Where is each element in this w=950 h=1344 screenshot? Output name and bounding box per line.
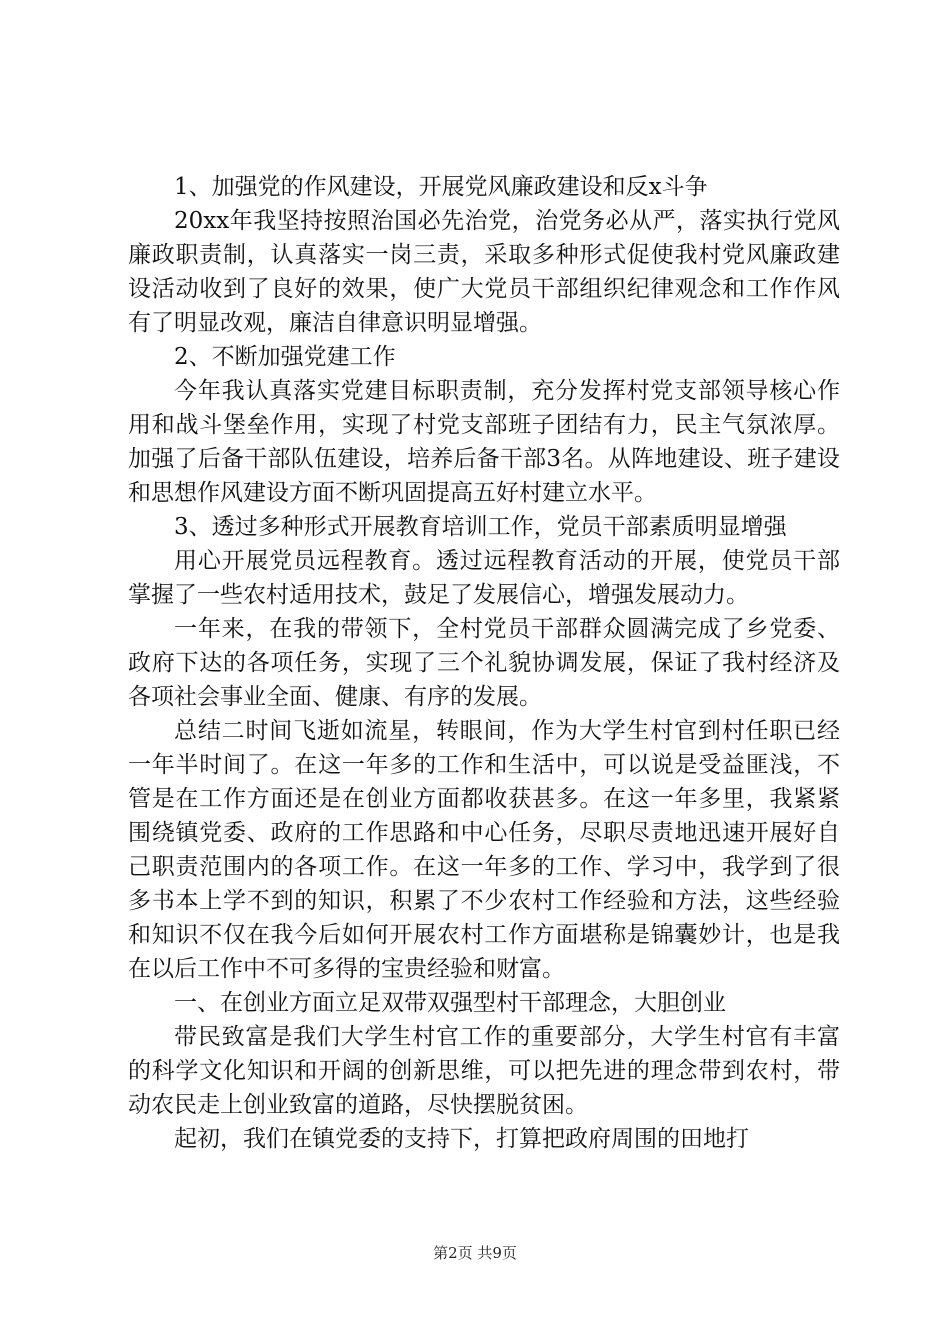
page-number-footer: 第2页 共9页 <box>433 1244 517 1262</box>
paragraph-10: 带民致富是我们大学生村官工作的重要部分，大学生村官有丰富的科学文化知识和开阔的创新思维，可以把先进的理念带到农村，带动农民走上创业致富的道路，尽快摆脱贫困。 <box>128 1024 840 1118</box>
paragraph-6: 用心开展党员远程教育。透过远程教育活动的开展，使党员干部掌握了一些农村适用技术，鼓足了发展信心，增强发展动力。 <box>128 548 840 608</box>
document-body <box>128 170 840 1156</box>
paragraph-7: 一年来，在我的带领下，全村党员干部群众圆满完成了乡党委、政府下达的各项任务，实现了三个礼貌协调发展，保证了我村经济及各项社会事业全面、健康、有序的发展。 <box>128 616 840 710</box>
paragraph-2: 20xx年我坚持按照治国必先治党，治党务必从严，落实执行党风廉政职责制，认真落实一岗三责，采取多种形式促使我村党风廉政建设活动收到了良好的效果，使广大党员干部组织纪律观念和工作作风有了明显改观，廉洁自律意识明显增强。 <box>128 208 840 336</box>
paragraph-5: 3、透过多种形式开展教育培训工作，党员干部素质明显增强 <box>174 514 787 540</box>
paragraph-3: 2、不断加强党建工作 <box>174 344 396 370</box>
paragraph-11: 起初，我们在镇党委的支持下，打算把政府周围的田地打 <box>174 1126 749 1152</box>
paragraph-9: 一、在创业方面立足双带双强型村干部理念，大胆创业 <box>174 990 726 1016</box>
paragraph-1: 1、加强党的作风建设，开展党风廉政建设和反x斗争 <box>174 174 708 200</box>
paragraph-4: 今年我认真落实党建目标职责制，充分发挥村党支部领导核心作用和战斗堡垒作用，实现了村党支部班子团结有力，民主气氛浓厚。加强了后备干部队伍建设，培养后备干部3名。从阵地建设、班子建设和思想作风建设方面不断巩固提高五好村建立水平。 <box>128 378 840 506</box>
paragraph-8: 总结二时间飞逝如流星，转眼间，作为大学生村官到村任职已经一年半时间了。在这一年多的工作和生活中，可以说是受益匪浅，不管是在工作方面还是在创业方面都收获甚多。在这一年多里，我紧紧围绕镇党委、政府的工作思路和中心任务，尽职尽责地迅速开展好自己职责范围内的各项工作。在这一年多的工作、学习中，我学到了很多书本上学不到的知识，积累了不少农村工作经验和方法，这些经验和知识不仅在我今后如何开展农村工作方面堪称是锦囊妙计，也是我在以后工作中不可多得的宝贵经验和财富。 <box>128 718 840 982</box>
